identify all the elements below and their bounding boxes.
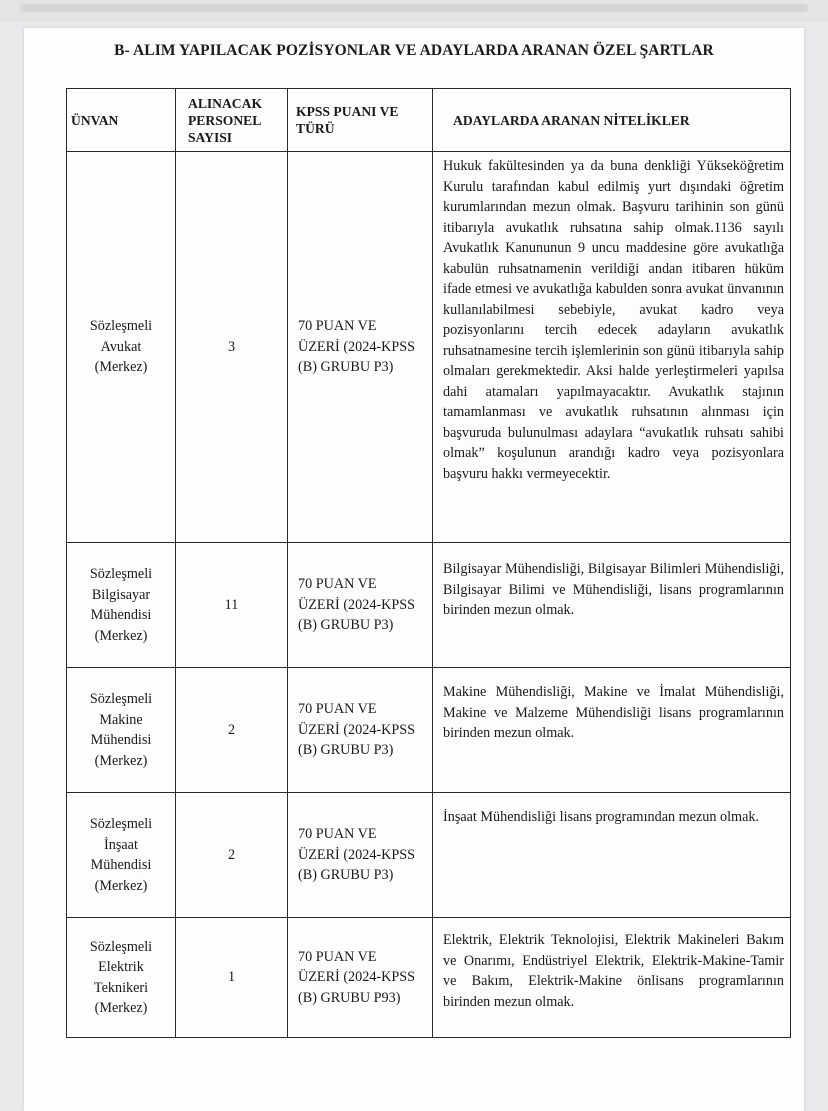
kpss-line: 70 PUAN VE [298, 701, 377, 718]
cell-sayi: 2 [176, 793, 288, 918]
cell-nitelik: Elektrik, Elektrik Teknolojisi, Elektrik Makineleri Bakım ve Onarımı, Endüstriyel Elektrik, Elektrik-Makine-Tamir ve Bakım, Elektrik-Makine önlisans programlarının birinden mezun olmak. [433, 918, 791, 1038]
unvan-line: Sözleşmeli [89, 691, 153, 707]
header-kpss-line: TÜRÜ [296, 121, 335, 136]
cell-unvan [67, 918, 176, 1038]
viewer-handle [20, 4, 808, 12]
cell-kpss [288, 152, 433, 543]
header-sayi-line: ALINACAK [188, 95, 263, 111]
header-kpss-line: KPSS PUANI VE [296, 104, 399, 119]
unvan-line: (Merkez) [94, 627, 148, 644]
viewer-top-bar [0, 0, 828, 22]
cell-nitelik: Makine Mühendisliği, Makine ve İmalat Mühendisliği, Makine ve Malzeme Mühendisliği lisans programlarının birinden mezun olmak. [433, 668, 791, 793]
kpss-line: 70 PUAN VE [298, 948, 377, 965]
kpss-line: (B) GRUBU P3) [298, 742, 394, 759]
unvan-line: (Merkez) [94, 1000, 148, 1016]
unvan-line: (Merkez) [94, 752, 148, 769]
document-page [24, 28, 804, 1111]
cell-kpss [288, 543, 433, 668]
unvan-line: Sözleşmeli [89, 318, 153, 335]
table-header-row [67, 89, 791, 152]
unvan-line: Mühendisi [90, 857, 152, 873]
unvan-line: Bilgisayar [91, 586, 151, 603]
kpss-line: (B) GRUBU P3) [298, 359, 394, 376]
kpss-line: ÜZERİ (2024-KPSS [298, 596, 416, 613]
unvan-line: Makine [99, 711, 143, 728]
unvan-line: Elektrik [98, 959, 144, 975]
cell-unvan [67, 668, 176, 793]
document-title: B- ALIM YAPILACAK POZİSYONLAR VE ADAYLARDA ARANAN ÖZEL ŞARTLAR [114, 42, 714, 59]
unvan-line: (Merkez) [94, 877, 148, 894]
kpss-line: (B) GRUBU P3) [298, 867, 394, 884]
unvan-line: Mühendisi [90, 607, 152, 623]
table-row [67, 152, 791, 543]
unvan-line: Sözleşmeli [89, 566, 153, 582]
table-row [67, 668, 791, 793]
cell-unvan [67, 543, 176, 668]
table-row [67, 543, 791, 668]
cell-sayi: 3 [176, 152, 288, 543]
table-row [67, 793, 791, 918]
unvan-line: (Merkez) [94, 359, 148, 376]
kpss-line: 70 PUAN VE [298, 576, 377, 593]
unvan-line: Teknikeri [93, 979, 149, 996]
cell-nitelik: Bilgisayar Mühendisliği, Bilgisayar Bilimleri Mühendisliği, Bilgisayar Bilimi ve Mühendisliği, lisans programlarının birinden mezun olmak. [433, 543, 791, 668]
kpss-line: ÜZERİ (2024-KPSS [298, 338, 416, 355]
table-row [67, 918, 791, 1038]
header-nitelik-label: ADAYLARDA ARANAN NİTELİKLER [453, 112, 690, 128]
header-sayi-line: PERSONEL [188, 112, 262, 128]
header-kpss [288, 89, 433, 152]
unvan-line: İnşaat [104, 836, 138, 853]
cell-kpss [288, 668, 433, 793]
cell-sayi: 2 [176, 668, 288, 793]
cell-nitelik: Hukuk fakültesinden ya da buna denkliği Yükseköğretim Kurulu tarafından kabul edilmiş yurt dışındaki öğretim kurumlarından mezun olmak. Başvuru tarihinin son günü itibarıyla avukatlık ruhsatına sahip olmak.1136 sayılı Avukatlık Kanununun 9 uncu maddesine göre avukatlığa kabulün ruhsatnamenin verildiği andan itibaren hüküm ifade etmesi ve avukatlığa kabulden sonra avukat ünvanının kullanılabilmesi sebebiyle, avukat kadro veya pozisyonlarını tercih edecek adayların avukatlık ruhsatnamesine tercih işlemlerinin son günü itibarıyla sahip olmaları gerekmektedir. Aksi halde yerleştirmeleri yapılsa dahi atamaları yapılmayacaktır. Avukatlık stajının tamamlanması ve avukatlık ruhsatının alınması için başvuruda bulunulması adaylara “avukatlık ruhsatı sahibi olmak” koşulunun arandığı kadro veya pozisyonlara başvuru hakkı vermeyecektir. [433, 152, 791, 543]
header-nitelik [433, 89, 791, 152]
kpss-line: ÜZERİ (2024-KPSS [298, 721, 416, 738]
unvan-line: Avukat [100, 338, 142, 355]
cell-unvan [67, 793, 176, 918]
kpss-line: ÜZERİ (2024-KPSS [298, 846, 416, 863]
kpss-line: 70 PUAN VE [298, 318, 377, 335]
positions-table [66, 88, 791, 1038]
kpss-line: (B) GRUBU P3) [298, 617, 394, 634]
header-unvan-label: ÜNVAN [71, 112, 119, 128]
cell-sayi: 11 [176, 543, 288, 668]
unvan-line: Mühendisi [90, 732, 152, 748]
unvan-line: Sözleşmeli [89, 816, 153, 832]
header-sayi [176, 89, 288, 152]
kpss-line: 70 PUAN VE [298, 826, 377, 843]
header-unvan [67, 89, 176, 152]
unvan-line: Sözleşmeli [89, 938, 153, 955]
cell-nitelik: İnşaat Mühendisliği lisans programından mezun olmak. [433, 793, 791, 918]
cell-sayi: 1 [176, 918, 288, 1038]
cell-kpss [288, 918, 433, 1038]
header-sayi-line: SAYISI [188, 129, 233, 145]
kpss-line: (B) GRUBU P93) [298, 989, 401, 1006]
cell-unvan [67, 152, 176, 543]
cell-kpss [288, 793, 433, 918]
kpss-line: ÜZERİ (2024-KPSS [298, 969, 416, 986]
